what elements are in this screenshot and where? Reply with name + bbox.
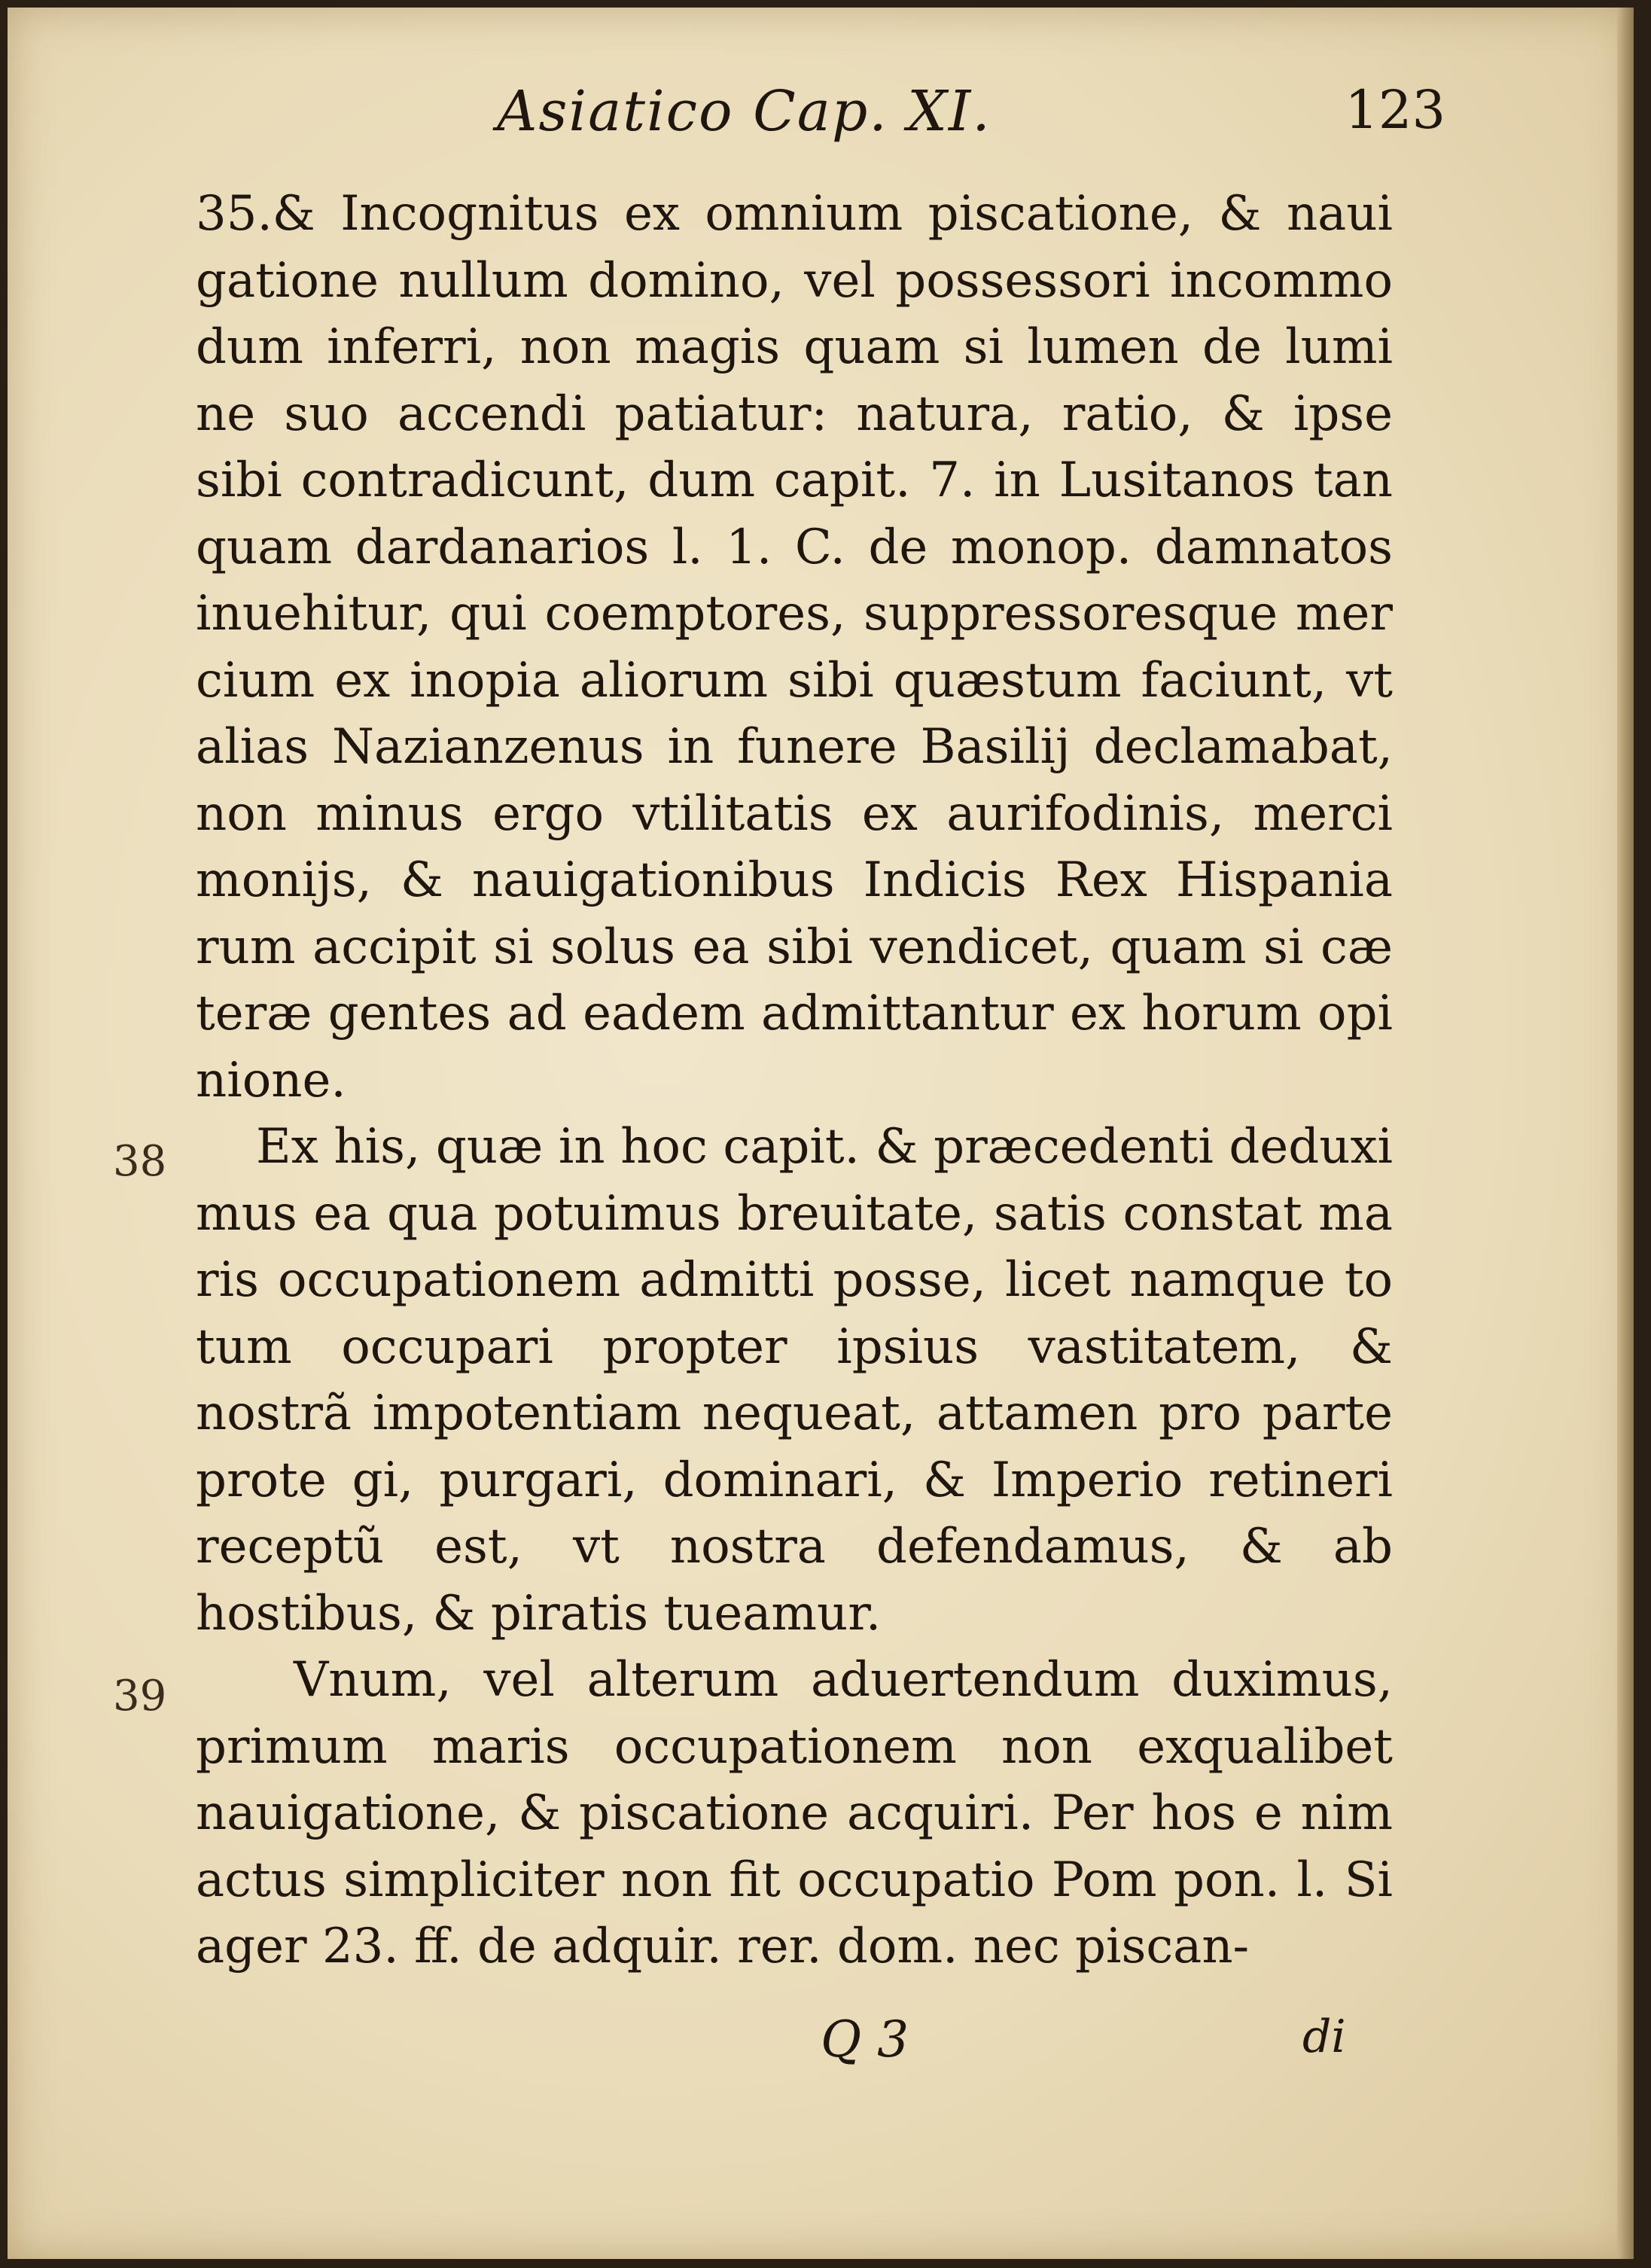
paragraph-39: Vnum, vel alterum aduertendum duximus, primum maris occupationem non exqualibet nauigatione, & piscatione acquiri. Per hos e nim actus simpliciter non fit occupatio Pom pon. l. Si ager 23. ff. de adquir. rer. dom. nec piscan- bbox=[196, 1652, 1393, 1974]
running-title: Asiatico Cap. XI. bbox=[497, 79, 992, 144]
margin-number-39: 39 bbox=[113, 1672, 167, 1721]
paragraph-38: Ex his, quæ in hoc capit. & præcedenti deduxi mus ea qua potuimus breuitate, satis constat ma ris occupationem admitti posse, licet namque to tum occupari propter ipsius vastitatem, & nostrã impotentiam nequeat, attamen pro parte prote gi, purgari, dominari, & Imperio retineri receptũ est, vt nostra defendamus, & ab hostibus, & piratis tueamur. bbox=[196, 1119, 1393, 1642]
page-number: 123 bbox=[1345, 79, 1445, 141]
signature-mark: Q 3 bbox=[821, 2010, 909, 2068]
margin-number-38: 38 bbox=[113, 1137, 167, 1186]
book-page bbox=[8, 8, 1634, 2259]
page-header bbox=[459, 79, 1445, 147]
page-edge bbox=[1617, 8, 1634, 2259]
paragraph-35: 35.& Incognitus ex omnium piscatione, & naui gatione nullum domino, vel possessori incommo dum inferri, non magis quam si lumen de lumi ne suo accendi patiatur: natura, ratio, & ipse sibi contradicunt, dum capit. 7. in Lusitanos tan quam dardanarios l. 1. C. de monop. damnatos inuehitur, qui coemptores, suppressoresque mer cium ex inopia aliorum sibi quæstum faciunt, vt alias Nazianzenus in funere Basilij declamabat, non minus ergo vtilitatis ex aurifodinis, merci monijs, & nauigationibus Indicis Rex Hispania rum accipit si solus ea sibi vendicet, quam si cæ teræ gentes ad eadem admittantur ex horum opi nione. bbox=[196, 186, 1393, 1108]
catchword: di bbox=[1302, 2010, 1346, 2063]
body-text bbox=[196, 181, 1393, 1980]
